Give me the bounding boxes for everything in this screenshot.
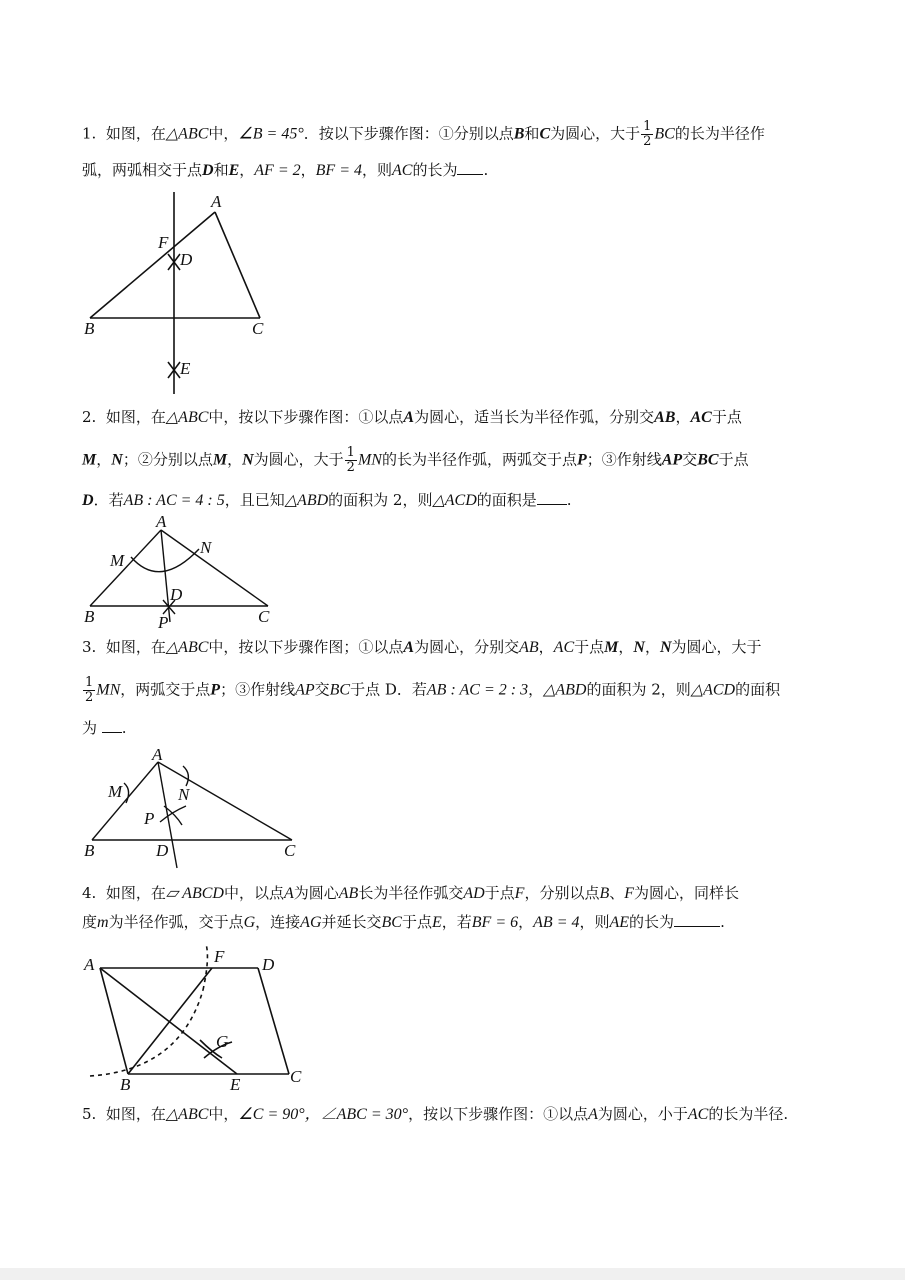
fig3-label-P: P	[144, 809, 155, 828]
fig2-label-P: P	[158, 613, 169, 632]
q1-text: 和	[213, 161, 229, 179]
fig4-label-C: C	[290, 1067, 302, 1086]
q3-fraction: $\frac{1}{2}$	[85, 675, 94, 705]
fig3-label-M: M	[108, 782, 123, 801]
fig2-label-C: C	[258, 607, 270, 626]
q1-point: C	[539, 125, 551, 143]
fig1-label-E: E	[180, 359, 191, 378]
fig4-label-D: D	[262, 955, 275, 974]
q1-segment: AC	[392, 162, 413, 179]
q2-line3: D．若AB : AC = 4 : 5，且已知△ABD的面积为 2，则△ACD的面积是 .	[82, 491, 572, 509]
q3-line3: 为 .	[82, 719, 127, 737]
fig3-label-C: C	[284, 841, 296, 860]
q1-segment: BC	[654, 125, 675, 143]
fig1-label-A: A	[211, 192, 222, 211]
fig3-label-D: D	[156, 841, 169, 860]
fig2-label-B: B	[84, 607, 95, 626]
q4-line2: 度m为半径作弧，交于点G，连接AG并延长交BC于点E，若BF = 6，AB = 4，则AE的长为 .	[82, 913, 725, 931]
q1-triangle: △ABC	[165, 125, 209, 143]
q1-text: 中，	[208, 124, 239, 143]
q1-point: E	[228, 162, 240, 179]
fig1-label-C: C	[252, 319, 264, 338]
fig4-label-G: G	[216, 1032, 229, 1051]
q1-line2: 弧，两弧相交于点D和E，AF = 2，BF = 4，则AC的长为 .	[82, 161, 489, 179]
q3-number: 3.	[82, 638, 97, 656]
q1-angle: ∠B = 45°	[238, 125, 304, 143]
fig1-label-B: B	[84, 319, 95, 338]
page-bottom-bar	[0, 1268, 905, 1280]
fig4-label-A: A	[84, 955, 95, 974]
q1-text: 和	[524, 124, 540, 143]
q3-line2: $\frac{1}{2}$ MN，两弧交于点P；③作射线AP交BC于点 D．若AB : AC = 2 : 3，△ABD的面积为 2，则△ACD的面积	[85, 675, 781, 705]
q1-text: ，则	[361, 161, 392, 179]
q1-text: 的长为	[412, 161, 458, 179]
q1-text: 如图，在	[105, 124, 166, 143]
fig1-label-F: F	[158, 233, 169, 252]
q1-point: D	[202, 162, 214, 179]
fig3-label-N: N	[178, 785, 190, 804]
fig2-label-N: N	[200, 538, 212, 557]
fig2-label-M: M	[110, 551, 125, 570]
q1-text: 为圆心，大于	[550, 124, 641, 143]
fig1-label-D: D	[180, 250, 193, 269]
q2-line2: M，N；②分别以点M，N为圆心，大于 $\frac{1}{2}$ MN的长为半径作弧，两弧交于点P；③作射线AP交BC于点	[82, 445, 749, 475]
fig3-label-B: B	[84, 841, 95, 860]
fig4-label-B: B	[120, 1075, 131, 1094]
q1-fraction: $\frac{1}{2}$	[643, 119, 652, 149]
q4-number: 4.	[82, 884, 97, 902]
q1-given: AF = 2	[254, 162, 301, 179]
q1-given: BF = 4	[315, 162, 362, 179]
q3-line1: 3. 如图，在△ABC中，按以下步骤作图；①以点A为圆心，分别交AB，AC于点M，N，N为圆心，大于	[82, 638, 762, 656]
q4-line1: 4. 如图，在▱ ABCD中，以点A为圆心AB长为半径作弧交AD于点F，分别以点B、F为圆心，同样长	[82, 884, 740, 902]
q2-fraction: $\frac{1}{2}$	[346, 445, 355, 475]
fig2-label-D: D	[170, 585, 183, 604]
q5-number: 5.	[82, 1105, 97, 1123]
q2-number: 2.	[82, 408, 97, 426]
fig3-label-A: A	[152, 745, 163, 764]
fig2-label-A: A	[156, 512, 167, 531]
q1-text: 的长为半径作	[674, 124, 765, 143]
q1-text: 弧，两弧相交于点	[82, 161, 203, 179]
fig4-label-E: E	[230, 1075, 241, 1094]
q1-number: 1.	[82, 124, 97, 143]
q2-line1: 2. 如图，在△ABC中，按以下步骤作图：①以点A为圆心，适当长为半径作弧，分别交AB，AC于点	[82, 408, 742, 426]
q1-point: B	[513, 125, 525, 143]
fig4-label-F: F	[214, 947, 225, 966]
q5-line1: 5. 如图，在△ABC中，∠C = 90°，∠ABC = 30°，按以下步骤作图：①以点A为圆心，小于AC的长为半径.	[82, 1105, 789, 1123]
q1-text: ．按以下步骤作图：①分别以点	[303, 124, 514, 143]
